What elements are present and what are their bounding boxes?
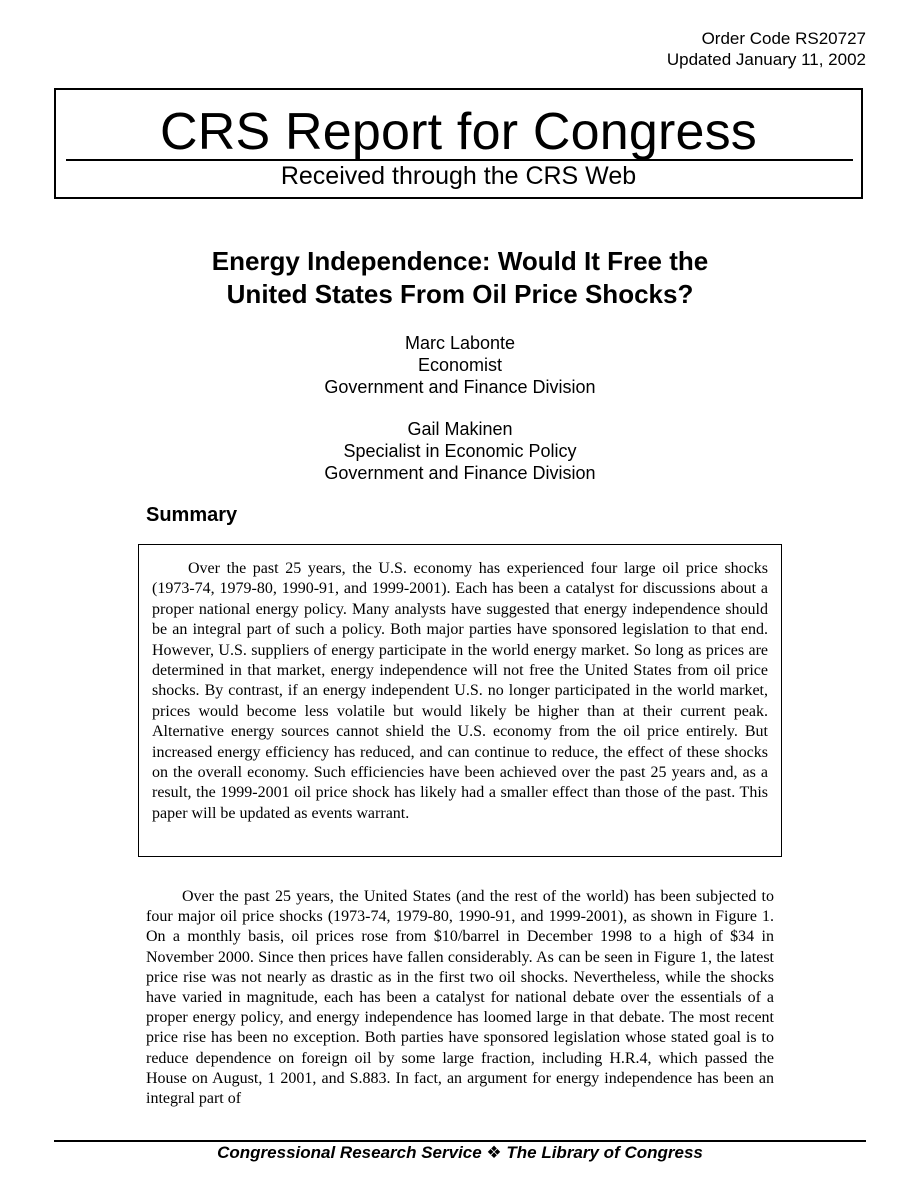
report-title (0, 245, 920, 311)
author-division: Government and Finance Division (324, 463, 596, 483)
author-block-2 (0, 418, 920, 484)
report-title-line-2: United States From Oil Price Shocks? (226, 279, 694, 309)
summary-heading: Summary (146, 504, 238, 526)
author-role: Specialist in Economic Policy (343, 441, 577, 461)
updated-date: Updated January 11, 2002 (666, 50, 866, 69)
footer-text: Congressional Research Service ❖ The Library of Congress (217, 1143, 703, 1162)
banner-title: CRS Report for Congress (159, 103, 758, 161)
banner-subtitle: Received through the CRS Web (280, 162, 637, 190)
body-paragraph: Over the past 25 years, the United States (and the rest of the world) has been subjected to four major oil price shocks (1973-74, 1979-80, 1990-91, and 1999-2001), as shown in Figure 1. On a monthly basis, oil prices rose from $10/barrel in December 1998 to a high of $34 in November 2000. Since then prices have fallen considerably. As can be seen in Figure 1, the latest price rise was not nearly as drastic as in the first two oil shocks. Nevertheless, while the shocks have varied in magnitude, each has been a catalyst for national debate over the essentials of a proper energy policy, and energy independence has loomed large in that debate. The most recent price rise has been no exception. Both parties have sponsored legislation whose stated goal is to reduce dependence on foreign oil by some large fraction, including H.R.4, which passed the House on August, 1 2001, and S.883. In fact, an argument for energy independence has been an integral part of (146, 888, 774, 1108)
author-block-1 (0, 332, 920, 398)
order-info (667, 28, 866, 70)
author-role: Economist (417, 355, 503, 375)
order-code: Order Code RS20727 (701, 29, 866, 48)
summary-text: Over the past 25 years, the U.S. economy has experienced four large oil price shocks (1973-74, 1979-80, 1990-91, and 1999-2001). Each has been a catalyst for discussions about a proper national energy policy. Many analysts have suggested that energy independence should be an integral part of such a policy. Both major parties have sponsored legislation to that end. However, U.S. suppliers of energy participate in the world energy market. So long as prices are determined in that market, energy independence will not free the United States from oil price shocks. By contrast, if an energy independent U.S. no longer participated in the world market, prices would become less volatile but would likely be higher than at their current peak. Alternative energy sources cannot shield the U.S. economy from the oil price entirely. But increased energy efficiency has reduced, and can continue to reduce, the effect of these shocks on the overall economy. Such efficiencies have been achieved over the past 25 years and, as a result, the 1999-2001 oil price shock has likely had a smaller effect than those of the past. This paper will be updated as events warrant. (152, 560, 768, 822)
summary-box (138, 544, 782, 857)
author-division: Government and Finance Division (324, 377, 596, 397)
report-banner (54, 88, 863, 199)
author-name: Marc Labonte (404, 333, 516, 353)
report-title-line-1: Energy Independence: Would It Free the (211, 246, 709, 276)
author-name: Gail Makinen (407, 419, 513, 439)
